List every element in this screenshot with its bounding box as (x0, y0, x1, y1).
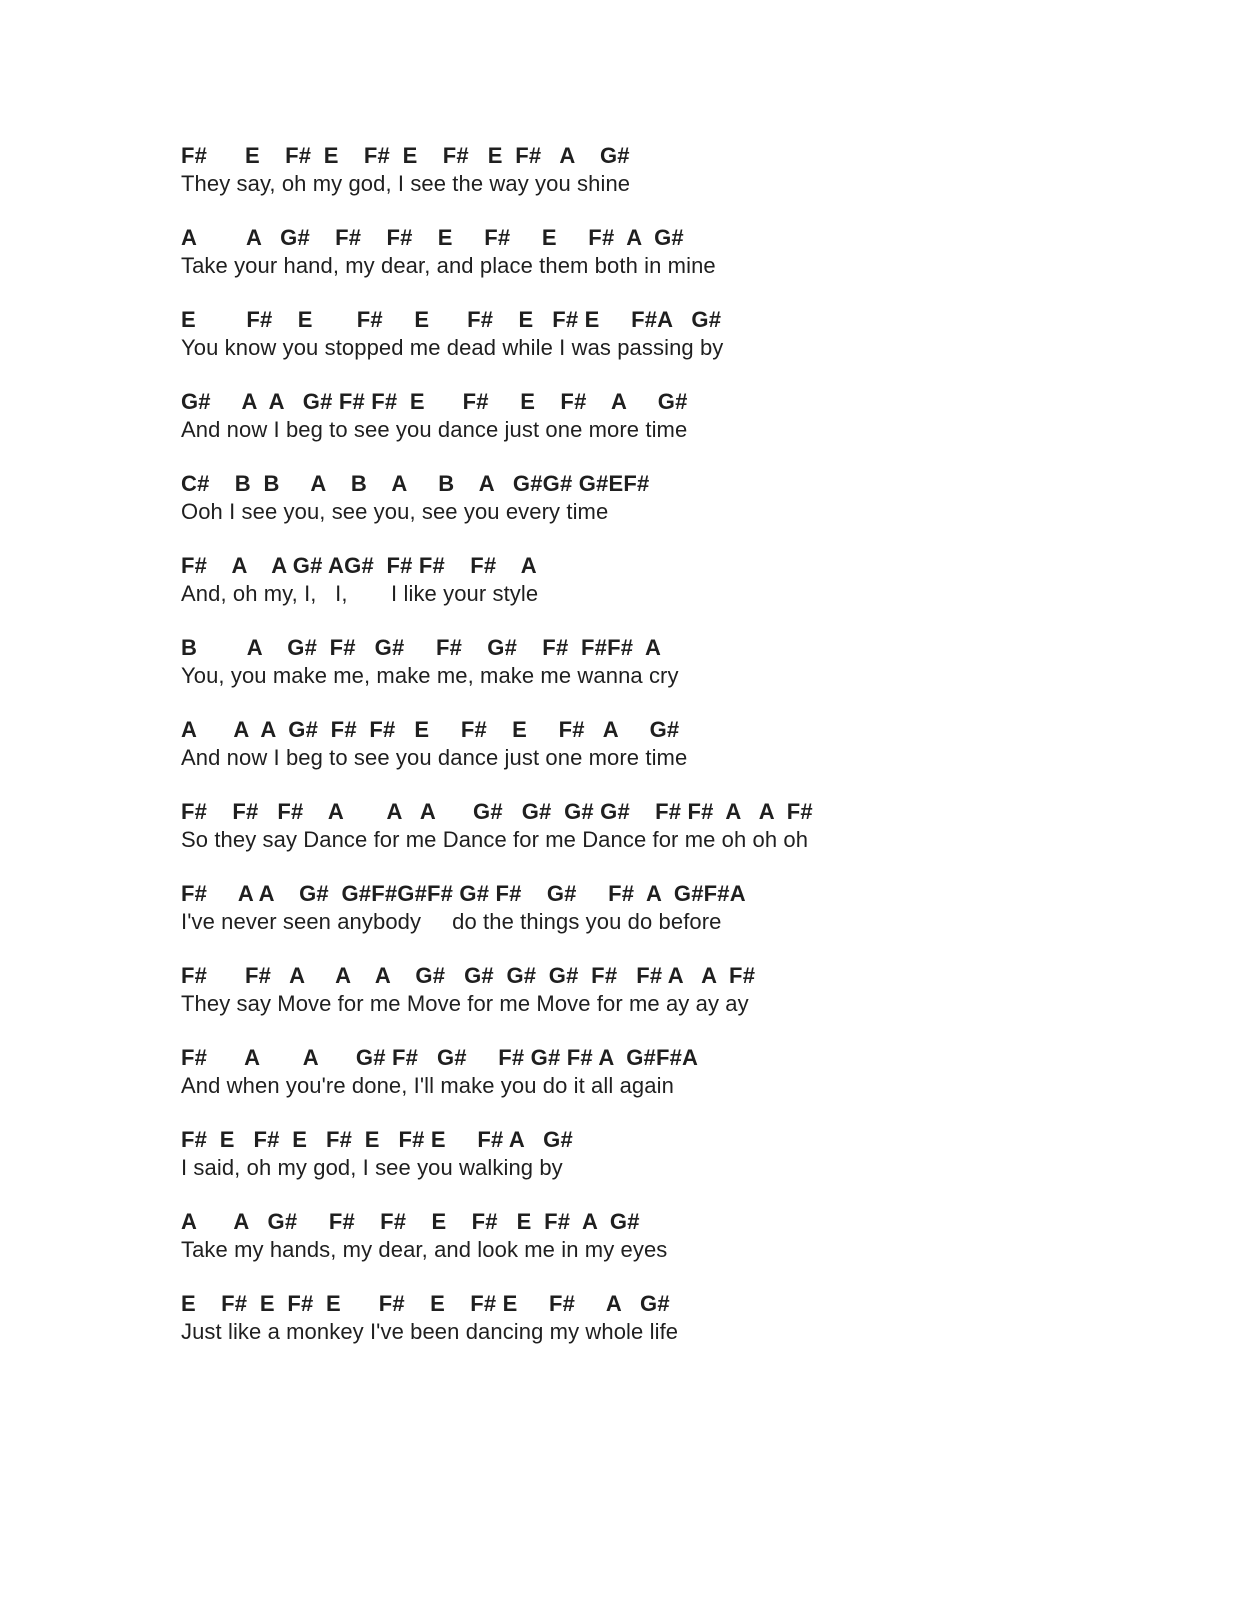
stanza (181, 798, 1181, 880)
lyric-line: I've never seen anybody do the things you do before (181, 909, 722, 934)
stanza (181, 388, 1181, 470)
note-line: B A G# F# G# F# G# F# F#F# A (181, 635, 662, 660)
note-line: A A A G# F# F# E F# E F# A G# (181, 717, 680, 742)
note-line: E F# E F# E F# E F# E F# A G# (181, 1291, 670, 1316)
lyric-line: You, you make me, make me, make me wanna cry (181, 663, 679, 688)
note-line: F# E F# E F# E F# E F# A G# (181, 1127, 573, 1152)
note-line: A A G# F# F# E F# E F# A G# (181, 1209, 640, 1234)
lyric-line: You know you stopped me dead while I was passing by (181, 335, 724, 360)
note-line: G# A A G# F# F# E F# E F# A G# (181, 389, 688, 414)
note-line: F# A A G# AG# F# F# F# A (181, 553, 537, 578)
note-line: F# F# F# A A A G# G# G# G# F# F# A A F# (181, 799, 813, 824)
lyric-line: And now I beg to see you dance just one more time (181, 417, 688, 442)
stanza (181, 880, 1181, 962)
note-line: E F# E F# E F# E F# E F#A G# (181, 307, 722, 332)
stanza (181, 1290, 1181, 1372)
stanza (181, 962, 1181, 1044)
note-line: C# B B A B A B A G#G# G#EF# (181, 471, 650, 496)
lyric-line: And, oh my, I, I, I like your style (181, 581, 539, 606)
note-line: F# F# A A A G# G# G# G# F# F# A A F# (181, 963, 756, 988)
stanza (181, 1044, 1181, 1126)
stanza (181, 1126, 1181, 1208)
stanza (181, 306, 1181, 388)
song-sheet (181, 142, 1181, 1372)
stanza (181, 1208, 1181, 1290)
stanza (181, 224, 1181, 306)
stanza (181, 634, 1181, 716)
stanza (181, 552, 1181, 634)
note-line: F# A A G# F# G# F# G# F# A G#F#A (181, 1045, 699, 1070)
lyric-line: And now I beg to see you dance just one more time (181, 745, 688, 770)
lyric-line: Just like a monkey I've been dancing my whole life (181, 1319, 679, 1344)
lyric-line: Ooh I see you, see you, see you every time (181, 499, 609, 524)
lyric-line: They say, oh my god, I see the way you shine (181, 171, 631, 196)
note-line: F# A A G# G#F#G#F# G# F# G# F# A G#F#A (181, 881, 746, 906)
lyric-line: Take my hands, my dear, and look me in my eyes (181, 1237, 668, 1262)
stanza (181, 142, 1181, 224)
note-line: A A G# F# F# E F# E F# A G# (181, 225, 684, 250)
lyric-line: So they say Dance for me Dance for me Dance for me oh oh oh (181, 827, 809, 852)
stanza (181, 716, 1181, 798)
lyric-line: They say Move for me Move for me Move for me ay ay ay (181, 991, 749, 1016)
stanza (181, 470, 1181, 552)
lyric-line: Take your hand, my dear, and place them both in mine (181, 253, 716, 278)
lyric-line: I said, oh my god, I see you walking by (181, 1155, 563, 1180)
lyric-line: And when you're done, I'll make you do it all again (181, 1073, 674, 1098)
note-line: F# E F# E F# E F# E F# A G# (181, 143, 630, 168)
